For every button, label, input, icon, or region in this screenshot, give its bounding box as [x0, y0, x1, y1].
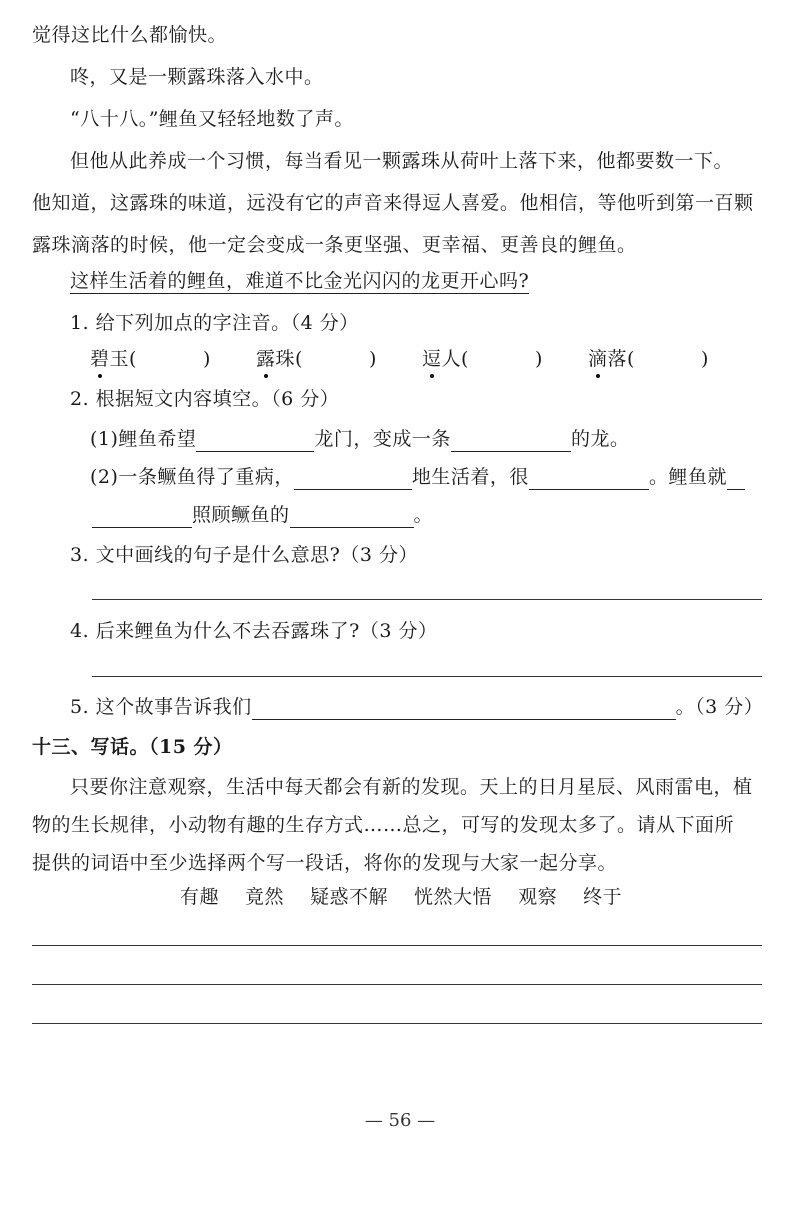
underlined-sentence-text: 这样生活着的鲤鱼，难道不比金光闪闪的龙更开心吗? — [70, 270, 530, 292]
story-line: 露珠滴落的时候，他一定会变成一条更坚强、更幸福、更善良的鲤鱼。 — [32, 234, 637, 256]
answer-line[interactable] — [92, 676, 762, 677]
answer-line[interactable] — [92, 599, 762, 600]
item-rest: 落 — [607, 348, 628, 370]
fill-blank[interactable] — [451, 431, 571, 452]
word-bank-item: 竟然 — [245, 886, 285, 908]
question-5-line: 5. 这个故事告诉我们 。（3 分） — [70, 696, 764, 718]
fill-blank-line: (1)鲤鱼希望 龙门，变成一条 的龙。 — [90, 428, 630, 450]
story-line: 他知道，这露珠的味道，远没有它的声音来得逗人喜爱。他相信，等他听到第一百颗 — [32, 192, 754, 214]
pinyin-item: 逗人( ) — [422, 348, 543, 370]
prompt-line: 提供的词语中至少选择两个写一段话，将你的发现与大家一起分享。 — [32, 852, 618, 874]
fill-blank[interactable] — [252, 699, 676, 720]
fill-blank-line: 照顾鳜鱼的 。 — [92, 502, 433, 528]
section-13-title: 十三、写话。（15 分） — [32, 736, 233, 758]
fill-blank[interactable] — [529, 469, 649, 490]
story-line: “八十八。”鲤鱼又轻轻地数了声。 — [70, 108, 354, 130]
fill-blank[interactable] — [196, 431, 314, 452]
question-1-title: 1. 给下列加点的字注音。（4 分） — [70, 312, 359, 334]
pinyin-item: 滴落( ) — [588, 348, 709, 370]
word-bank — [180, 884, 648, 910]
pinyin-item: 露珠( ) — [256, 348, 377, 370]
pinyin-item: 碧玉( ) — [90, 348, 211, 370]
question-4-title: 4. 后来鲤鱼为什么不去吞露珠了?（3 分） — [70, 620, 438, 642]
fill-blank[interactable] — [727, 469, 745, 490]
page-number: — 56 — — [364, 1110, 436, 1131]
story-line: 但他从此养成一个习惯，每当看见一颗露珠从荷叶上落下来，他都要数一下。 — [70, 150, 734, 172]
item-rest: 人 — [441, 348, 462, 370]
fill-blank[interactable] — [92, 507, 192, 528]
dotted-char: 逗 — [422, 348, 442, 370]
prompt-line: 物的生长规律，小动物有趣的生存方式……总之，可写的发现太多了。请从下面所 — [32, 814, 735, 836]
dotted-char: 碧 — [90, 348, 110, 370]
fill-blank[interactable] — [294, 469, 412, 490]
question-3-title: 3. 文中画线的句子是什么意思?（3 分） — [70, 544, 418, 566]
item-rest: 珠 — [275, 348, 296, 370]
word-bank-item: 观察 — [518, 886, 558, 908]
word-bank-item: 有趣 — [180, 886, 220, 908]
word-bank-item: 终于 — [583, 886, 623, 908]
writing-line[interactable] — [32, 945, 762, 946]
writing-line[interactable] — [32, 1023, 762, 1024]
question-2-title: 2. 根据短文内容填空。（6 分） — [70, 388, 340, 410]
word-bank-item: 恍然大悟 — [414, 886, 493, 908]
fill-blank[interactable] — [290, 507, 414, 528]
prompt-line: 只要你注意观察，生活中每天都会有新的发现。天上的日月星辰、风雨雷电，植 — [70, 776, 753, 798]
item-rest: 玉 — [109, 348, 130, 370]
underlined-sentence — [70, 268, 529, 294]
dotted-char: 露 — [256, 348, 276, 370]
word-bank-item: 疑惑不解 — [310, 886, 389, 908]
dotted-char: 滴 — [588, 348, 608, 370]
story-line: 咚，又是一颗露珠落入水中。 — [70, 66, 324, 88]
story-line: 觉得这比什么都愉快。 — [32, 24, 228, 46]
writing-line[interactable] — [32, 984, 762, 985]
fill-blank-line: (2)一条鳜鱼得了重病， 地生活着，很 。鲤鱼就 — [90, 464, 745, 490]
